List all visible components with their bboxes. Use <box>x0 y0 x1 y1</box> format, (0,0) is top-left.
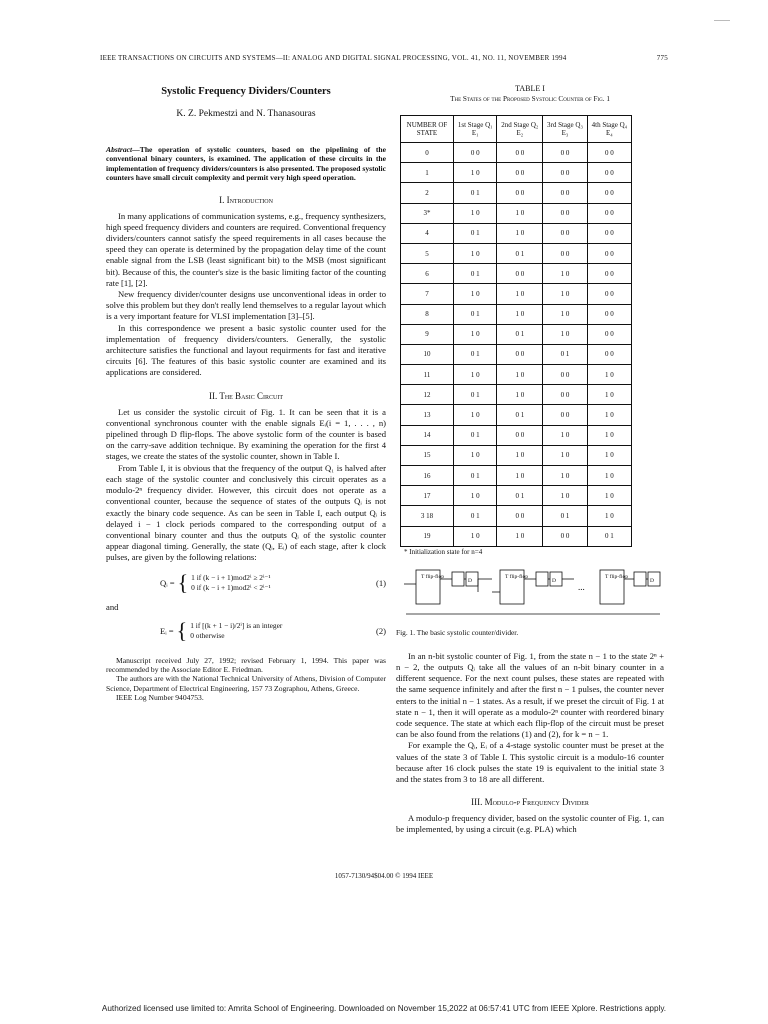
stage-3-cell: 1 0 <box>543 284 588 304</box>
equation-1-brace: { <box>177 569 189 595</box>
state-number-cell: 5 <box>401 243 454 263</box>
state-number-cell: 6 <box>401 264 454 284</box>
stage-1-cell: 0 1 <box>454 506 497 526</box>
equation-2-number: (2) <box>375 625 386 636</box>
intro-paragraph-2: New frequency divider/counter designs use unconventional ideas in order to solve this problem but they don't really lend themselves to a regular layout which is a very important feature for VLSI implementation [3]–[5]. <box>106 289 386 322</box>
stage-4-cell: 0 0 <box>587 183 631 203</box>
state-number-cell: 7 <box>401 284 454 304</box>
stage-4-cell: 0 0 <box>587 344 631 364</box>
stage-1-cell: 0 1 <box>454 385 497 405</box>
state-number-cell: 12 <box>401 385 454 405</box>
stage-1-cell: 0 1 <box>454 264 497 284</box>
state-number-cell: 0 <box>401 143 454 163</box>
table-body <box>401 143 632 547</box>
header-number-of-state: NUMBER OF STATE <box>401 116 454 143</box>
state-number-cell: 17 <box>401 486 454 506</box>
state-number-cell: 13 <box>401 405 454 425</box>
equation-1-number: (1) <box>375 577 386 588</box>
running-header <box>100 54 668 62</box>
stage-1-cell: 1 0 <box>454 324 497 344</box>
and-connector: and <box>106 601 119 612</box>
paper-title: Systolic Frequency Dividers/Counters <box>161 86 331 97</box>
table-caption: The States of the Proposed Systolic Counter of Fig. 1 <box>450 95 610 103</box>
state-number-cell: 19 <box>401 526 454 546</box>
table-row <box>401 183 632 203</box>
stage-4-cell: 0 0 <box>587 284 631 304</box>
equation-2-cases <box>190 621 282 641</box>
table-row <box>401 344 632 364</box>
stage-4-cell: 0 0 <box>587 304 631 324</box>
stage-2-cell: 0 0 <box>497 425 543 445</box>
stage-1-cell: 0 1 <box>454 466 497 486</box>
intro-paragraph-1: In many applications of communication systems, e.g., frequency synthesizers, high speed frequency dividers and counters are required. Conventional frequency dividers/counters cannot satisfy the speed requirements in all cases because the speed they can operate is determined by the propagation delay time of the count enable signal from the LSB (least significant bit) to the MSB (most significant bit). Because of this, the counter's size is the basic limiting factor of the counting rate [1], [2]. <box>106 210 387 288</box>
t-flip-flop-label-n: T flip-flop <box>605 573 628 580</box>
paper-authors: K. Z. Pekmestzi and N. Thanasouras <box>176 109 316 119</box>
table-note: * Initialization state for n=4 <box>404 547 483 556</box>
stage-3-cell: 1 0 <box>543 445 588 465</box>
basic-circuit-paragraph-3: In an n-bit systolic counter of Fig. 1, from the state n − 1 to the state 2ⁿ + n − 2, the outputs Qᵢ take all the values of an n-bit binary counter in a different sequence. For the next count pulses, these states are repeated with the same sequence infinitely and after the first n − 1 pulses, the counter never enters to the initial n − 1 states. As a result, if we preset the circuit of Fig. 1 at state n − 1, then it will operate as a modulo-2ⁿ counter with reordered binary code sequence. The state at which each flip-flop of the circuit must be preset can be also found from the relations (1) and (2), for k = n − 1. <box>396 650 664 740</box>
stage-1-cell: 1 0 <box>454 243 497 263</box>
modulo-p-paragraph-1: A modulo-p frequency divider, based on the systolic counter of Fig. 1, can be implemented, by using a circuit (e.g. PLA) which <box>396 813 664 835</box>
stage-3-cell: 0 1 <box>543 344 588 364</box>
stage-2-cell: 0 0 <box>497 264 543 284</box>
table-row <box>401 506 632 526</box>
section-3-heading: III. Modulo-p Frequency Divider <box>471 797 589 808</box>
equation-1-cases <box>191 573 270 593</box>
stage-4-cell: 0 0 <box>587 243 631 263</box>
state-number-cell: 14 <box>401 425 454 445</box>
stage-3-cell: 0 0 <box>543 405 588 425</box>
stage-3-cell: 1 0 <box>543 264 588 284</box>
stage-2-cell: 1 0 <box>497 385 543 405</box>
footnote <box>106 656 386 703</box>
table-row <box>401 203 632 223</box>
header-stage-4: 4th Stage Q₄ E₄ <box>587 116 631 143</box>
page-number: 775 <box>656 54 668 62</box>
ellipsis: ... <box>578 581 585 592</box>
stage-3-cell: 0 0 <box>543 526 588 546</box>
stage-3-cell: 0 0 <box>543 183 588 203</box>
stage-4-cell: 0 1 <box>587 526 631 546</box>
stage-1-cell: 0 1 <box>454 425 497 445</box>
copyright-line: 1057-7130/94$04.00 © 1994 IEEE <box>334 872 434 880</box>
table-row <box>401 143 632 163</box>
stage-2-cell: 0 0 <box>497 183 543 203</box>
d-label-1: D <box>468 577 472 584</box>
stage-2-cell: 0 0 <box>497 143 543 163</box>
stage-2-cell: 0 1 <box>497 486 543 506</box>
corner-mark <box>714 20 730 21</box>
equation-2-case-1: 1 if [(k + 1 − i)/2ⁱ] is an integer <box>190 620 283 630</box>
stage-2-cell: 1 0 <box>497 466 543 486</box>
state-number-cell: 1 <box>401 163 454 183</box>
t-flip-flop-label-1: T flip-flop <box>421 573 444 580</box>
stage-2-cell: 1 0 <box>497 526 543 546</box>
stage-2-cell: 0 0 <box>497 506 543 526</box>
stage-4-cell: 0 0 <box>587 223 631 243</box>
header-stage-3: 3rd Stage Q₃ E₃ <box>543 116 588 143</box>
stage-2-cell: 1 0 <box>497 304 543 324</box>
stage-3-cell: 0 0 <box>543 223 588 243</box>
basic-circuit-paragraph-4: For example the Qᵢ, Eᵢ of a 4-stage systolic counter must be preset at the values of the state 3 of Table I. This systolic circuit is a modulo-16 counter because after 16 clock pulses the state 19 is equivalent to the initial state 3 and the states from 3 to 18 are all different. <box>396 740 664 784</box>
stage-2-cell: 1 0 <box>497 365 543 385</box>
stage-1-cell: 1 0 <box>454 163 497 183</box>
state-number-cell: 4 <box>401 223 454 243</box>
stage-1-cell: 1 0 <box>454 486 497 506</box>
table-row <box>401 284 632 304</box>
header-stage-2: 2nd Stage Q₂ E₂ <box>497 116 543 143</box>
equation-2-case-2: 0 otherwise <box>190 630 225 640</box>
table-row <box>401 466 632 486</box>
stage-2-cell: 1 0 <box>497 203 543 223</box>
table-row <box>401 163 632 183</box>
table-row <box>401 486 632 506</box>
table-row <box>401 385 632 405</box>
intro-paragraph-3: In this correspondence we present a basic systolic counter used for the implementation of frequency dividers/counters. Generally, the systolic architecture satisfies the functional and layout requirments for fast and iterative circuits [6]. The features of this basic systolic counter are examined and its applications are considered. <box>106 322 386 378</box>
equation-2 <box>106 617 386 643</box>
basic-circuit-paragraph-2: From Table I, it is obvious that the frequency of the output Q₁ is halved after each stage of the systolic counter and conclusively this circuit operates as a modulo-2ⁿ frequency divider. However, this circuit does not operate as a conventional counter, because the sequence of states of the outputs Qᵢ is not exactly the binary code sequence. As can be seen in Table I, each output Qᵢ is delayed i − 1 clock periods compared to the corresponding output of a conventional binary counter and thus the outputs Qᵢ of the systolic counter appear diagonal timing. Generally, the state (Qᵢ, Eᵢ) of each stage, after k clock pulses, are given by the following relations: <box>106 462 386 563</box>
header-stage-1: 1st Stage Q₁ E₁ <box>454 116 497 143</box>
state-number-cell: 2 <box>401 183 454 203</box>
stage-2-cell: 1 0 <box>497 445 543 465</box>
equation-1 <box>106 569 386 595</box>
equation-1-lhs: Qᵢ = <box>160 577 175 588</box>
stage-4-cell: 1 0 <box>587 385 631 405</box>
stage-1-cell: 0 1 <box>454 344 497 364</box>
stage-4-cell: 0 0 <box>587 143 631 163</box>
stage-2-cell: 0 0 <box>497 344 543 364</box>
stage-4-cell: 1 0 <box>587 486 631 506</box>
journal-name: IEEE TRANSACTIONS ON CIRCUITS AND SYSTEMS—II: ANALOG AND DIGITAL SIGNAL PROCESSING, VOL. 41, NO. 11, NOVEMBER 1994 <box>100 54 567 62</box>
table-row <box>401 526 632 546</box>
stage-4-cell: 0 0 <box>587 163 631 183</box>
stage-3-cell: 1 0 <box>543 466 588 486</box>
stage-2-cell: 0 1 <box>497 243 543 263</box>
d-label-n: D <box>650 577 654 584</box>
stage-3-cell: 0 0 <box>543 203 588 223</box>
stage-4-cell: 1 0 <box>587 365 631 385</box>
stage-3-cell: 1 0 <box>543 304 588 324</box>
state-number-cell: 8 <box>401 304 454 324</box>
stage-1-cell: 0 0 <box>454 143 497 163</box>
equation-2-lhs: Eᵢ = <box>160 625 174 636</box>
stage-1-cell: 0 1 <box>454 304 497 324</box>
table-title: TABLE I <box>515 84 545 93</box>
footnote-affiliation: The authors are with the National Technical University of Athens, Division of Computer Science, Department of Electrical Engineering, 157 73 Zographou, Athens, Greece. <box>106 674 386 693</box>
state-number-cell: 3 18 <box>401 506 454 526</box>
stage-1-cell: 1 0 <box>454 284 497 304</box>
stage-1-cell: 1 0 <box>454 526 497 546</box>
stage-4-cell: 1 0 <box>587 425 631 445</box>
stage-2-cell: 1 0 <box>497 284 543 304</box>
stage-1-cell: 1 0 <box>454 203 497 223</box>
stage-2-cell: 1 0 <box>497 223 543 243</box>
basic-circuit-paragraph-1: Let us consider the systolic circuit of Fig. 1. It can be seen that it is a conventional synchronous counter with the enable signals Eᵢ(i = 1, . . . , n) pipelined through D flip-flops. The above systolic form of the counter is based on the carry-save addition technique. By examining the operation for the first 4 stages, we create the states of the systolic counter, shown in Table I. <box>106 406 386 462</box>
state-number-cell: 11 <box>401 365 454 385</box>
footnote-log-number: IEEE Log Number 9404753. <box>116 693 204 703</box>
state-number-cell: 3* <box>401 203 454 223</box>
stage-3-cell: 1 0 <box>543 324 588 344</box>
stage-3-cell: 0 1 <box>543 506 588 526</box>
table-row <box>401 243 632 263</box>
d-label-2: D <box>552 577 556 584</box>
states-table <box>400 115 632 547</box>
stage-4-cell: 1 0 <box>587 506 631 526</box>
license-notice: Authorized licensed use limited to: Amrita School of Engineering. Downloaded on November 15,2022 at 06:57:41 UTC from IEEE Xplore. Restrictions apply. <box>101 1004 667 1013</box>
table-row <box>401 223 632 243</box>
state-number-cell: 9 <box>401 324 454 344</box>
equation-2-brace: { <box>176 617 188 643</box>
table-row <box>401 425 632 445</box>
left-column <box>106 84 386 703</box>
table-row <box>401 324 632 344</box>
stage-1-cell: 0 1 <box>454 183 497 203</box>
footnote-manuscript: Manuscript received July 27, 1992; revised February 1, 1994. This paper was recommended by the Associate Editor E. Friedman. <box>106 655 386 674</box>
stage-4-cell: 0 0 <box>587 203 631 223</box>
stage-3-cell: 1 0 <box>543 425 588 445</box>
right-column <box>396 84 664 836</box>
figure-1-caption: Fig. 1. The basic systolic counter/divider. <box>396 627 519 637</box>
circuit-diagram <box>402 564 664 618</box>
abstract-text: —The operation of systolic counters, based on the pipelining of the conventional binary counters, is examined. The application of these circuits in the implementation of frequency dividers/counters is also presented. The proposed systolic counters have small circuit complexity and permit very high speed operation. <box>106 145 386 183</box>
equation-1-case-1: 1 if (k − i + 1)mod2ⁱ ≥ 2ⁱ⁻¹ <box>191 572 271 582</box>
section-1-heading: I. Introduction <box>219 194 273 205</box>
table-row <box>401 445 632 465</box>
state-number-cell: 15 <box>401 445 454 465</box>
stage-2-cell: 0 0 <box>497 163 543 183</box>
right-column-text <box>396 651 664 836</box>
table-header-row <box>401 116 632 143</box>
equation-1-case-2: 0 if (k − i + 1)mod2ⁱ < 2ⁱ⁻¹ <box>191 582 271 592</box>
abstract-label: Abstract <box>106 145 133 154</box>
table-row <box>401 304 632 324</box>
stage-1-cell: 0 1 <box>454 223 497 243</box>
stage-1-cell: 1 0 <box>454 405 497 425</box>
t-flip-flop-label-2: T flip-flop <box>505 573 528 580</box>
stage-3-cell: 0 0 <box>543 163 588 183</box>
figure-1-circuit <box>396 560 664 622</box>
stage-1-cell: 1 0 <box>454 365 497 385</box>
stage-4-cell: 1 0 <box>587 466 631 486</box>
table-row <box>401 405 632 425</box>
state-number-cell: 10 <box>401 344 454 364</box>
stage-3-cell: 0 0 <box>543 365 588 385</box>
stage-3-cell: 1 0 <box>543 486 588 506</box>
abstract <box>106 145 386 183</box>
stage-3-cell: 0 0 <box>543 143 588 163</box>
table-row <box>401 365 632 385</box>
stage-4-cell: 1 0 <box>587 405 631 425</box>
state-number-cell: 16 <box>401 466 454 486</box>
stage-3-cell: 0 0 <box>543 385 588 405</box>
stage-2-cell: 0 1 <box>497 405 543 425</box>
stage-1-cell: 1 0 <box>454 445 497 465</box>
stage-3-cell: 0 0 <box>543 243 588 263</box>
stage-4-cell: 1 0 <box>587 445 631 465</box>
table-row <box>401 264 632 284</box>
stage-4-cell: 0 0 <box>587 264 631 284</box>
stage-4-cell: 0 0 <box>587 324 631 344</box>
section-2-heading: II. The Basic Circuit <box>208 390 283 401</box>
stage-2-cell: 0 1 <box>497 324 543 344</box>
